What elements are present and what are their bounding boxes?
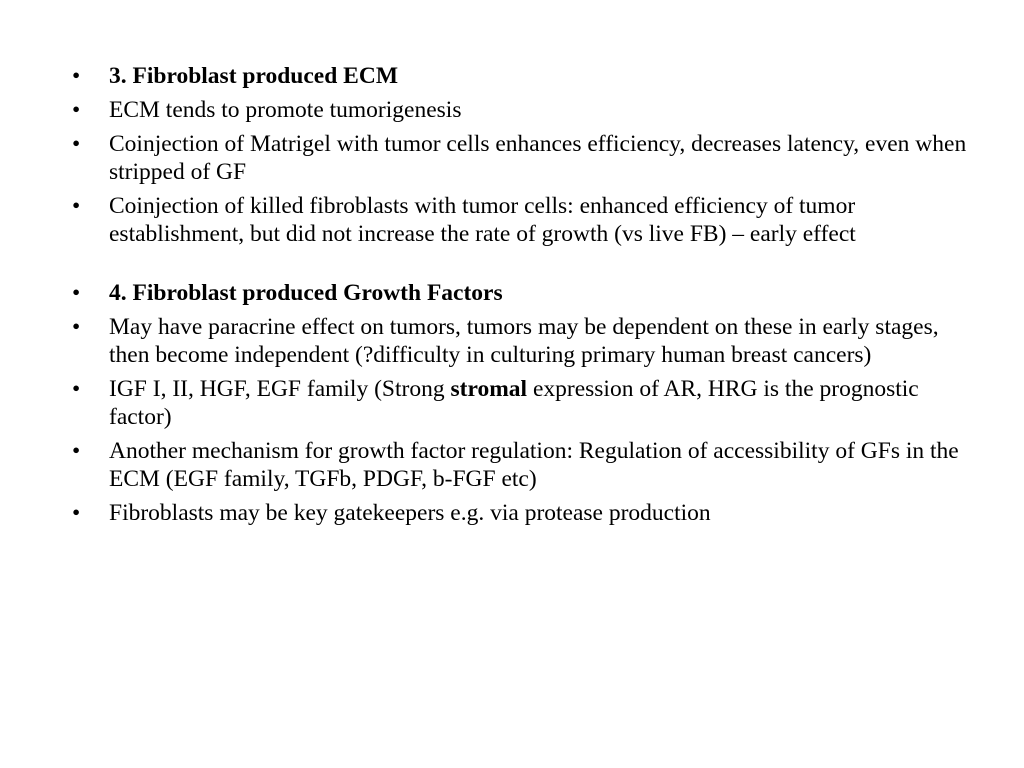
bullet-dot: •: [72, 376, 81, 402]
bullet-item: [72, 192, 972, 248]
bullet-text: Coinjection of Matrigel with tumor cells enhances efficiency, decreases latency, even when stripped of GF: [109, 131, 967, 185]
section-heading: 3. Fibroblast produced ECM: [109, 63, 398, 89]
bullet-dot: •: [72, 438, 81, 464]
bullet-text-mixed: [109, 376, 919, 430]
bullet-dot: •: [72, 131, 81, 157]
bullet-dot: •: [72, 500, 81, 526]
bullet-dot: •: [72, 314, 81, 340]
bullet-text: May have paracrine effect on tumors, tumors may be dependent on these in early stages, then become independent (?difficulty in culturing primary human breast cancers): [109, 314, 939, 368]
bullet-dot: •: [72, 63, 81, 89]
bullet-text-before: IGF I, II, HGF, EGF family (Strong: [109, 376, 451, 402]
bullet-dot: •: [72, 193, 81, 219]
bullet-item: [72, 130, 972, 186]
section-heading: 4. Fibroblast produced Growth Factors: [109, 280, 503, 306]
bullet-dot: •: [72, 97, 81, 123]
bullet-text-emphasis: stromal: [450, 376, 528, 402]
bullet-item: [72, 96, 972, 124]
bullet-text: Another mechanism for growth factor regulation: Regulation of accessibility of GFs in the ECM (EGF family, TGFb, PDGF, b-FGF etc): [109, 438, 959, 492]
bullet-item: [72, 313, 972, 369]
bullet-text: Fibroblasts may be key gatekeepers e.g. via protease production: [109, 500, 711, 526]
bullet-item: [72, 499, 972, 527]
bullet-item-growth-factors-heading: [72, 279, 972, 307]
bullet-text: Coinjection of killed fibroblasts with tumor cells: enhanced efficiency of tumor establishment, but did not increase the rate of growth (vs live FB) – early effect: [109, 193, 856, 247]
bullet-item: [72, 375, 972, 431]
bullet-item-ecm-heading: [72, 62, 972, 90]
bullet-text-after: expression of AR, HRG is the prognostic factor): [109, 376, 919, 430]
bullet-text: ECM tends to promote tumorigenesis: [109, 97, 462, 123]
bullet-dot: •: [72, 280, 81, 306]
bullet-item: [72, 437, 972, 493]
bullet-list: [72, 62, 972, 533]
